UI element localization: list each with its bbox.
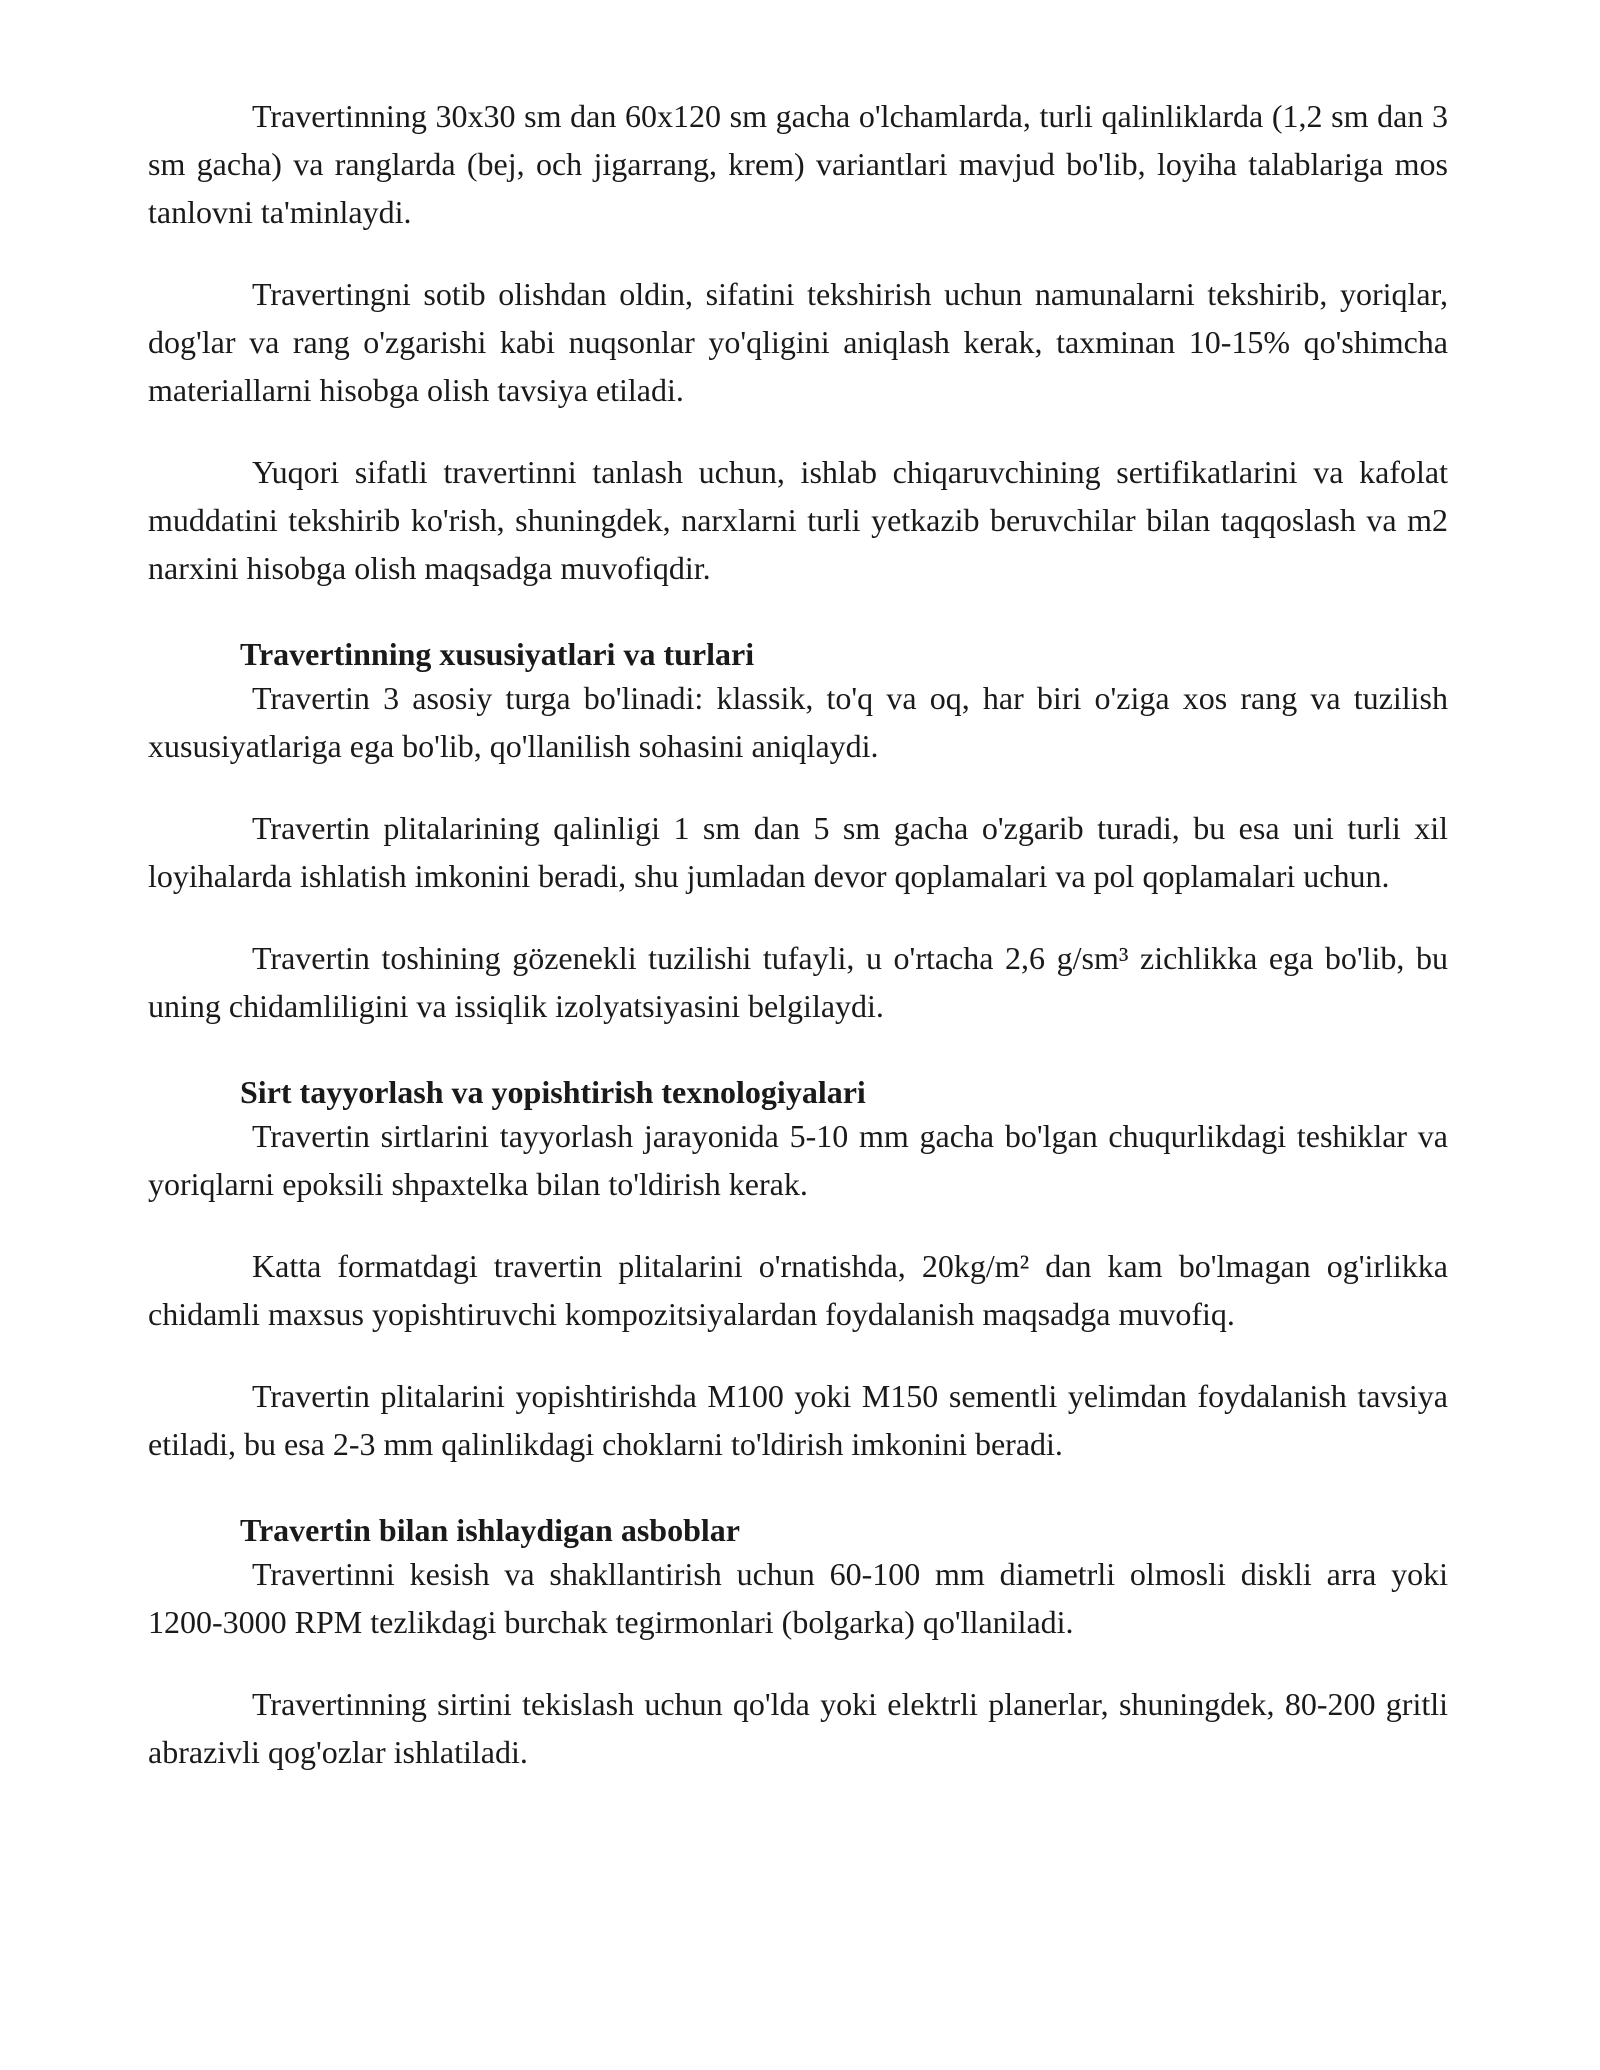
paragraph-cutting: Travertinni kesish va shakllantirish uchun 60-100 mm diametrli olmosli diskli arra yoki 1200-3000 RPM tezlikdagi burchak tegirmonlari (bolgarka) qo'llaniladi. bbox=[148, 1556, 1448, 1640]
paragraph-cement: Travertin plitalarini yopishtirishda M100 yoki M150 sementli yelimdan foydalanish tavsiya etiladi, bu esa 2-3 mm qalinlikdagi choklarni to'ldirish imkonini beradi. bbox=[148, 1378, 1448, 1462]
paragraph-density: Travertin toshining gözenekli tuzilishi tufayli, u o'rtacha 2,6 g/sm³ zichlikka ega bo'lib, bu uning chidamliligini va issiqlik izolyatsiyasini belgilaydi. bbox=[148, 940, 1448, 1024]
paragraph-adhesive: Katta formatdagi travertin plitalarini o'rnatishda, 20kg/m² dan kam bo'lmagan og'irlikka chidamli maxsus yopishtiruvchi kompozitsiyalardan foydalanish maqsadga muvofiq. bbox=[148, 1248, 1448, 1332]
paragraph-quality-check: Travertingni sotib olishdan oldin, sifatini tekshirish uchun namunalarni tekshirib, yoriqlar, dog'lar va rang o'zgarishi kabi nuqsonlar yo'qligini aniqlash kerak, taxminan 10-15% qo'shimcha materiallarni hisobga olish tavsiya etiladi. bbox=[148, 276, 1448, 408]
paragraph-surface-prep: Travertin sirtlarini tayyorlash jarayonida 5-10 mm gacha bo'lgan chuqurlikdagi teshiklar va yoriqlarni epoksili shpaxtelka bilan to'ldirish kerak. bbox=[148, 1118, 1448, 1202]
paragraph-thickness: Travertin plitalarining qalinligi 1 sm dan 5 sm gacha o'zgarib turadi, bu esa uni turli xil loyihalarda ishlatish imkonini beradi, shu jumladan devor qoplamalari va pol qoplamalari uchun. bbox=[148, 810, 1448, 894]
section-heading-surface: Sirt tayyorlash va yopishtirish texnologiyalari bbox=[240, 1074, 866, 1110]
paragraph-selection: Yuqori sifatli travertinni tanlash uchun, ishlab chiqaruvchining sertifikatlarini va kafolat muddatini tekshirib ko'rish, shuningdek, narxlarni turli yetkazib beruvchilar bilan taqqoslash va m2 narxini hisobga olish maqsadga muvofiqdir. bbox=[148, 454, 1448, 586]
section-heading-properties: Travertinning xususiyatlari va turlari bbox=[240, 636, 755, 672]
paragraph-leveling: Travertinning sirtini tekislash uchun qo'lda yoki elektrli planerlar, shuningdek, 80-200 gritli abrazivli qog'ozlar ishlatiladi. bbox=[148, 1686, 1448, 1770]
paragraph-types: Travertin 3 asosiy turga bo'linadi: klassik, to'q va oq, har biri o'ziga xos rang va tuzilish xususiyatlariga ega bo'lib, qo'llanilish sohasini aniqlaydi. bbox=[148, 680, 1448, 764]
paragraph-sizes: Travertinning 30x30 sm dan 60x120 sm gacha o'lchamlarda, turli qalinliklarda (1,2 sm dan 3 sm gacha) va ranglarda (bej, och jigarrang, krem) variantlari mavjud bo'lib, loyiha talablariga mos tanlovni ta'minlaydi. bbox=[148, 98, 1448, 230]
section-heading-tools: Travertin bilan ishlaydigan asboblar bbox=[240, 1512, 740, 1548]
document-page bbox=[148, 92, 1448, 1776]
